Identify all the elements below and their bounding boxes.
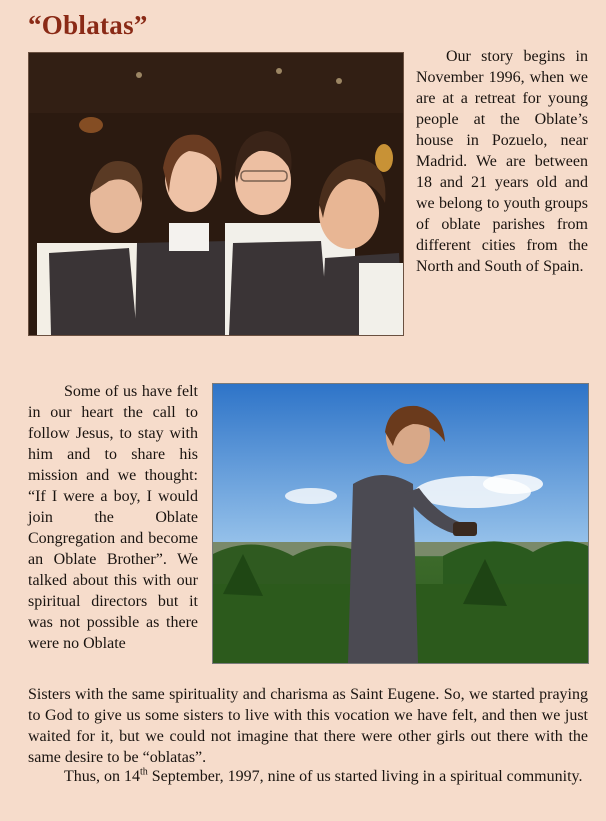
paragraph-beginning-start: Thus, on 14 bbox=[64, 768, 140, 785]
group-photo-illustration bbox=[29, 53, 403, 335]
paragraph-intro: Our story begins in November 1996, when we are at a retreat for young people at the Oblate’s house in Pozuelo, near Madrid. We are between 18 and 21 years old and we belong to youth groups of oblate parishes from different cities from the North and South of Spain. bbox=[416, 48, 588, 275]
sister-reading-photo bbox=[212, 383, 589, 664]
paragraph-prayer: Sisters with the same spirituality and charisma as Saint Eugene. So, we started praying to God to give us some sisters to live with this vocation we have felt, and then we just waited for it, but we could not imagine that there were other girls out there with the same desire to be “oblatas”. bbox=[28, 686, 588, 766]
paragraph-beginning bbox=[28, 766, 588, 787]
article-title: “Oblatas” bbox=[28, 10, 148, 40]
paragraph-beginning-end: September, 1997, nine of us started living in a spiritual community. bbox=[147, 768, 583, 785]
sister-reading-illustration bbox=[213, 384, 588, 663]
group-photo bbox=[28, 52, 404, 336]
ordinal-suffix: th bbox=[140, 766, 148, 778]
paragraph-calling: Some of us have felt in our heart the call to follow Jesus, to stay with him and to share his mission and we thought: “If I were a boy, I would join the Oblate Congregation and become an Oblate Brother”. We talked about this with our spiritual directors but it was not possible as there were no Oblate bbox=[28, 383, 198, 652]
